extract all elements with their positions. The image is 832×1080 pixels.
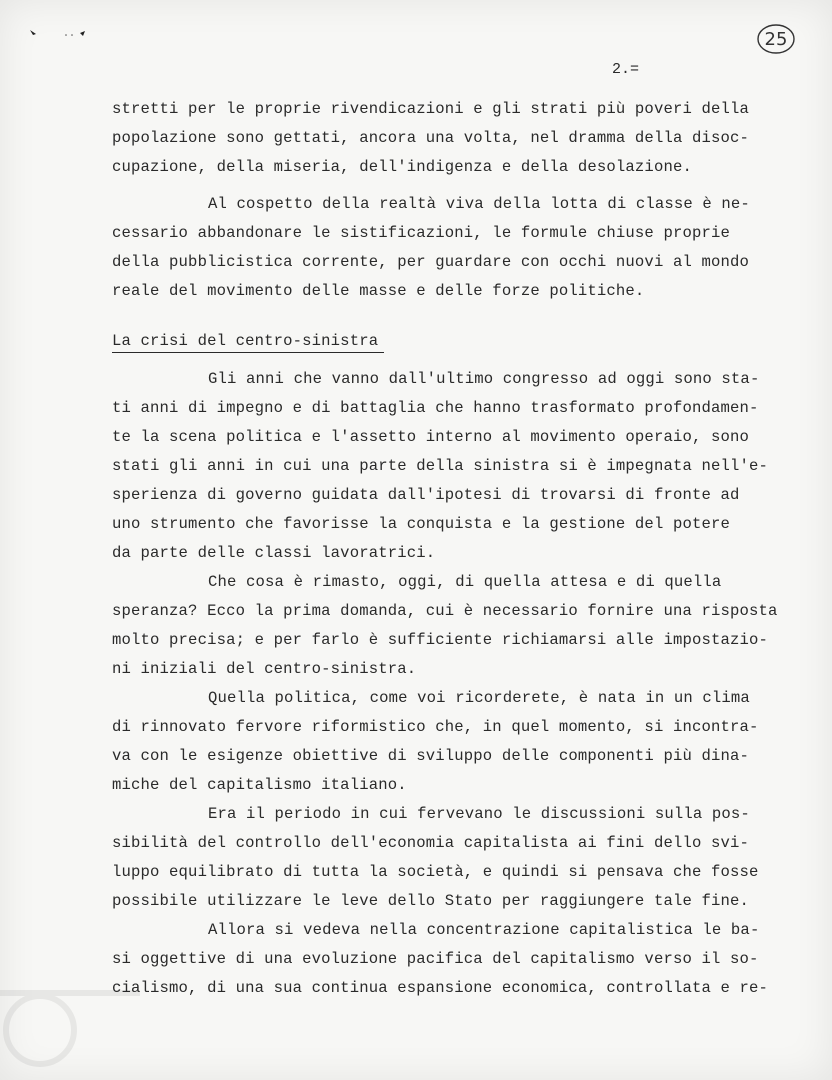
text-line: miche del capitalismo italiano. <box>112 776 407 794</box>
text-line: cessario abbandonare le sistificazioni, le formule chiuse proprie <box>112 224 731 242</box>
text-line: da parte delle classi lavoratrici. <box>112 544 436 562</box>
scan-marks <box>28 24 98 44</box>
text-line: cialismo, di una sua continua espansione economica, controllata e re- <box>112 979 769 997</box>
archive-watermark <box>0 960 140 1070</box>
text-line: speranza? Ecco la prima domanda, cui è necessario fornire una risposta <box>112 602 778 620</box>
text-line: uno strumento che favorisse la conquista e la gestione del potere <box>112 515 731 533</box>
section-heading-wrap <box>112 327 772 356</box>
text-line: Era il periodo in cui fervevano le discussioni sulla pos- <box>208 805 750 823</box>
text-line: ni iniziali del centro-sinistra. <box>112 660 417 678</box>
text-line: ti anni di impegno e di battaglia che hanno trasformato profondamen- <box>112 399 759 417</box>
paragraph <box>112 568 778 684</box>
text-line: reale del movimento delle masse e delle forze politiche. <box>112 282 645 300</box>
text-line: Gli anni che vanno dall'ultimo congresso ad oggi sono sta- <box>208 370 760 388</box>
text-line: si oggettive di una evoluzione pacifica del capitalismo verso il so- <box>112 950 759 968</box>
paragraph <box>112 800 772 916</box>
text-line: te la scena politica e l'assetto interno al movimento operaio, sono <box>112 428 750 446</box>
page-number: 2.= <box>612 61 640 78</box>
text-line: Che cosa è rimasto, oggi, di quella attesa e di quella <box>208 573 722 591</box>
paragraph <box>112 916 772 1003</box>
archive-number-text: 25 <box>764 28 788 50</box>
paragraph <box>112 365 772 568</box>
text-line: popolazione sono gettati, ancora una volta, nel dramma della disoc- <box>112 129 750 147</box>
document-body <box>112 95 778 1003</box>
text-line: molto precisa; e per farlo è sufficiente richiamarsi alle impostazio- <box>112 631 769 649</box>
text-line: luppo equilibrato di tutta la società, e quindi si pensava che fosse <box>112 863 759 881</box>
text-line: cupazione, della miseria, dell'indigenza e della desolazione. <box>112 158 692 176</box>
text-line: di rinnovato fervore riformistico che, in quel momento, si incontra- <box>112 718 759 736</box>
paragraph <box>112 684 772 800</box>
text-line: stretti per le proprie rivendicazioni e gli strati più poveri della <box>112 100 750 118</box>
text-line: possibile utilizzare le leve dello Stato per raggiungere tale fine. <box>112 892 750 910</box>
paragraph-continuation <box>112 95 772 182</box>
text-line: Quella politica, come voi ricorderete, è nata in un clima <box>208 689 750 707</box>
text-line: va con le esigenze obiettive di sviluppo delle componenti più dina- <box>112 747 750 765</box>
text-line: Allora si vedeva nella concentrazione capitalistica le ba- <box>208 921 760 939</box>
text-line: sibilità del controllo dell'economia capitalista ai fini dello svi- <box>112 834 750 852</box>
text-line: sperienza di governo guidata dall'ipotesi di trovarsi di fronte ad <box>112 486 740 504</box>
text-line: stati gli anni in cui una parte della sinistra si è impegnata nell'e- <box>112 457 769 475</box>
section-heading: La crisi del centro-sinistra <box>112 330 384 353</box>
archive-number <box>755 22 797 56</box>
text-line: Al cospetto della realtà viva della lotta di classe è ne- <box>208 195 750 213</box>
text-line: della pubblicistica corrente, per guardare con occhi nuovi al mondo <box>112 253 750 271</box>
paragraph <box>112 190 772 306</box>
